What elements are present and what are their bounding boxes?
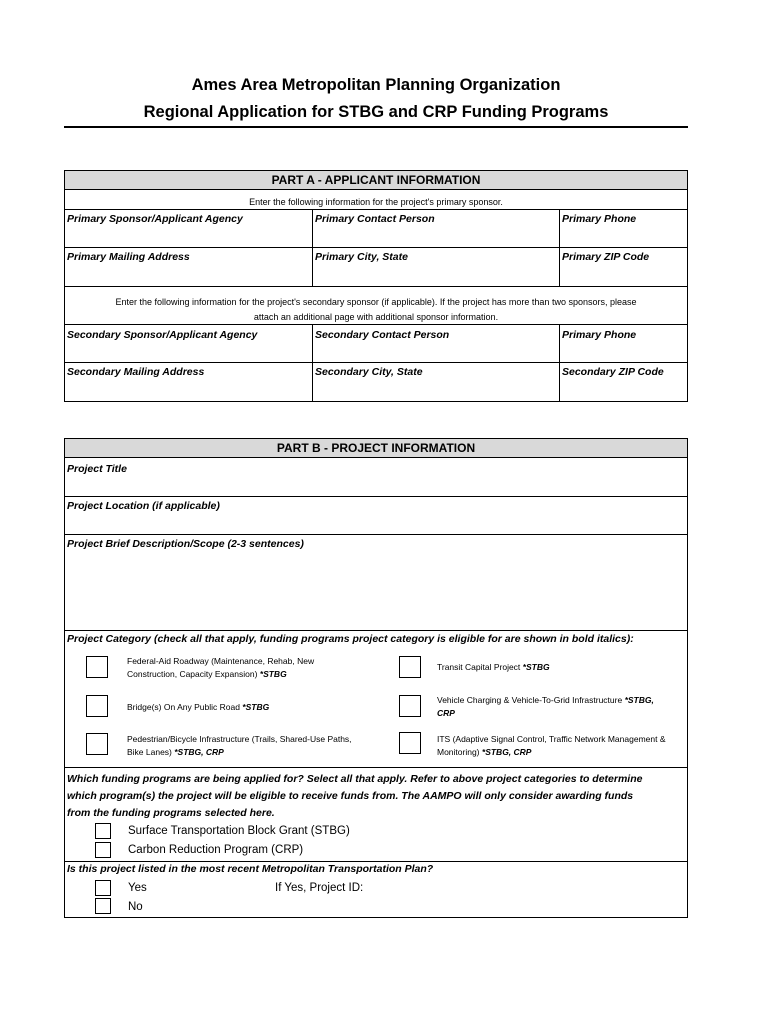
secondary-sponsor-note-2: attach an additional page with additional sponsor information. [253,312,499,322]
category-ped-bike-checkbox[interactable] [86,733,108,755]
row-divider [65,630,687,631]
funding-tag: *STBG, CRP [174,747,224,757]
category-text: Bridge(s) On Any Public Road [127,702,243,712]
project-category-label: Project Category (check all that apply, funding programs project category is eligible for are shown in bold italics): [67,633,634,645]
part-a-heading: PART A - APPLICANT INFORMATION [65,171,687,190]
col-divider [312,209,313,286]
part-b-section [64,438,688,918]
funding-tag: *STBG [522,662,550,672]
mtp-project-id-field[interactable]: If Yes, Project ID: [275,882,364,894]
row-divider [65,861,687,862]
category-its-checkbox[interactable] [399,732,421,754]
row-divider [65,286,687,287]
category-charging-label [437,694,654,720]
form-title-organization: Ames Area Metropolitan Planning Organization [191,76,561,94]
funding-tag: *STBG [242,702,270,712]
part-a-section [64,170,688,402]
category-transit-checkbox[interactable] [399,656,421,678]
category-text: Vehicle Charging & Vehicle-To-Grid Infrastructure [437,695,625,705]
mtp-no-checkbox[interactable] [95,898,111,914]
category-ped-bike-label [127,733,352,759]
row-divider [65,534,687,535]
funding-stbg-checkbox[interactable] [95,823,111,839]
category-its-label [437,733,666,759]
primary-phone-field[interactable]: Primary Phone [562,213,637,225]
project-location-field[interactable]: Project Location (if applicable) [67,500,220,512]
primary-city-field[interactable]: Primary City, State [315,251,408,263]
secondary-address-field[interactable]: Secondary Mailing Address [67,366,205,378]
category-roadway-checkbox[interactable] [86,656,108,678]
funding-crp-checkbox[interactable] [95,842,111,858]
secondary-zip-field[interactable]: Secondary ZIP Code [562,366,664,378]
col-divider [559,209,560,286]
mtp-question: Is this project listed in the most recent Metropolitan Transportation Plan? [67,863,434,875]
row-divider [65,767,687,768]
category-text: Construction, Capacity Expansion) [127,669,260,679]
category-charging-checkbox[interactable] [399,695,421,717]
row-divider [65,247,687,248]
funding-crp-label: Carbon Reduction Program (CRP) [128,844,304,856]
row-divider [65,362,687,363]
question-text: Which funding programs are being applied for? Select all that apply. Refer to above project categories to determine [67,773,643,785]
mtp-yes-checkbox[interactable] [95,880,111,896]
row-divider [65,209,687,210]
category-bridge-label [127,701,269,714]
mtp-yes-label: Yes [128,882,147,894]
col-divider [312,324,313,401]
category-text: Monitoring) [437,747,482,757]
row-divider [65,324,687,325]
primary-address-field[interactable]: Primary Mailing Address [67,251,190,263]
funding-question [67,771,685,822]
category-bridge-checkbox[interactable] [86,695,108,717]
part-b-heading: PART B - PROJECT INFORMATION [65,439,687,458]
col-divider [559,324,560,401]
secondary-phone-field[interactable]: Primary Phone [562,329,637,341]
project-title-field[interactable]: Project Title [67,463,127,475]
secondary-contact-field[interactable]: Secondary Contact Person [315,329,450,341]
row-divider [65,496,687,497]
category-text: Transit Capital Project [437,662,523,672]
funding-tag: *STBG, [624,695,654,705]
category-text: Bike Lanes) [127,747,175,757]
primary-zip-field[interactable]: Primary ZIP Code [562,251,650,263]
secondary-city-field[interactable]: Secondary City, State [315,366,423,378]
category-text: Federal-Aid Roadway (Maintenance, Rehab, New [127,656,315,666]
funding-tag: *STBG [259,669,287,679]
category-text: Pedestrian/Bicycle Infrastructure (Trails, Shared-Use Paths, [127,734,352,744]
secondary-agency-field[interactable]: Secondary Sponsor/Applicant Agency [67,329,258,341]
form-title-application: Regional Application for STBG and CRP Funding Programs [143,103,609,121]
funding-tag: *STBG, CRP [481,747,532,757]
category-transit-label [437,661,550,674]
funding-tag: CRP [437,708,455,718]
project-description-field[interactable]: Project Brief Description/Scope (2-3 sentences) [67,538,304,550]
category-text: ITS (Adaptive Signal Control, Traffic Network Management & [437,734,666,744]
primary-agency-field[interactable]: Primary Sponsor/Applicant Agency [67,213,243,225]
title-divider [64,126,688,128]
question-text: which program(s) the project will be eligible to receive funds from. The AAMPO will only consider awarding funds [67,790,634,802]
primary-sponsor-note: Enter the following information for the project's primary sponsor. [249,197,503,207]
mtp-no-label: No [128,901,143,913]
category-roadway-label [127,655,314,681]
funding-stbg-label: Surface Transportation Block Grant (STBG) [128,825,350,837]
question-text: from the funding programs selected here. [67,807,275,819]
primary-contact-field[interactable]: Primary Contact Person [315,213,435,225]
secondary-sponsor-note-1: Enter the following information for the project's secondary sponsor (if applicable). If the project has more than two sponsors, please [115,297,637,307]
